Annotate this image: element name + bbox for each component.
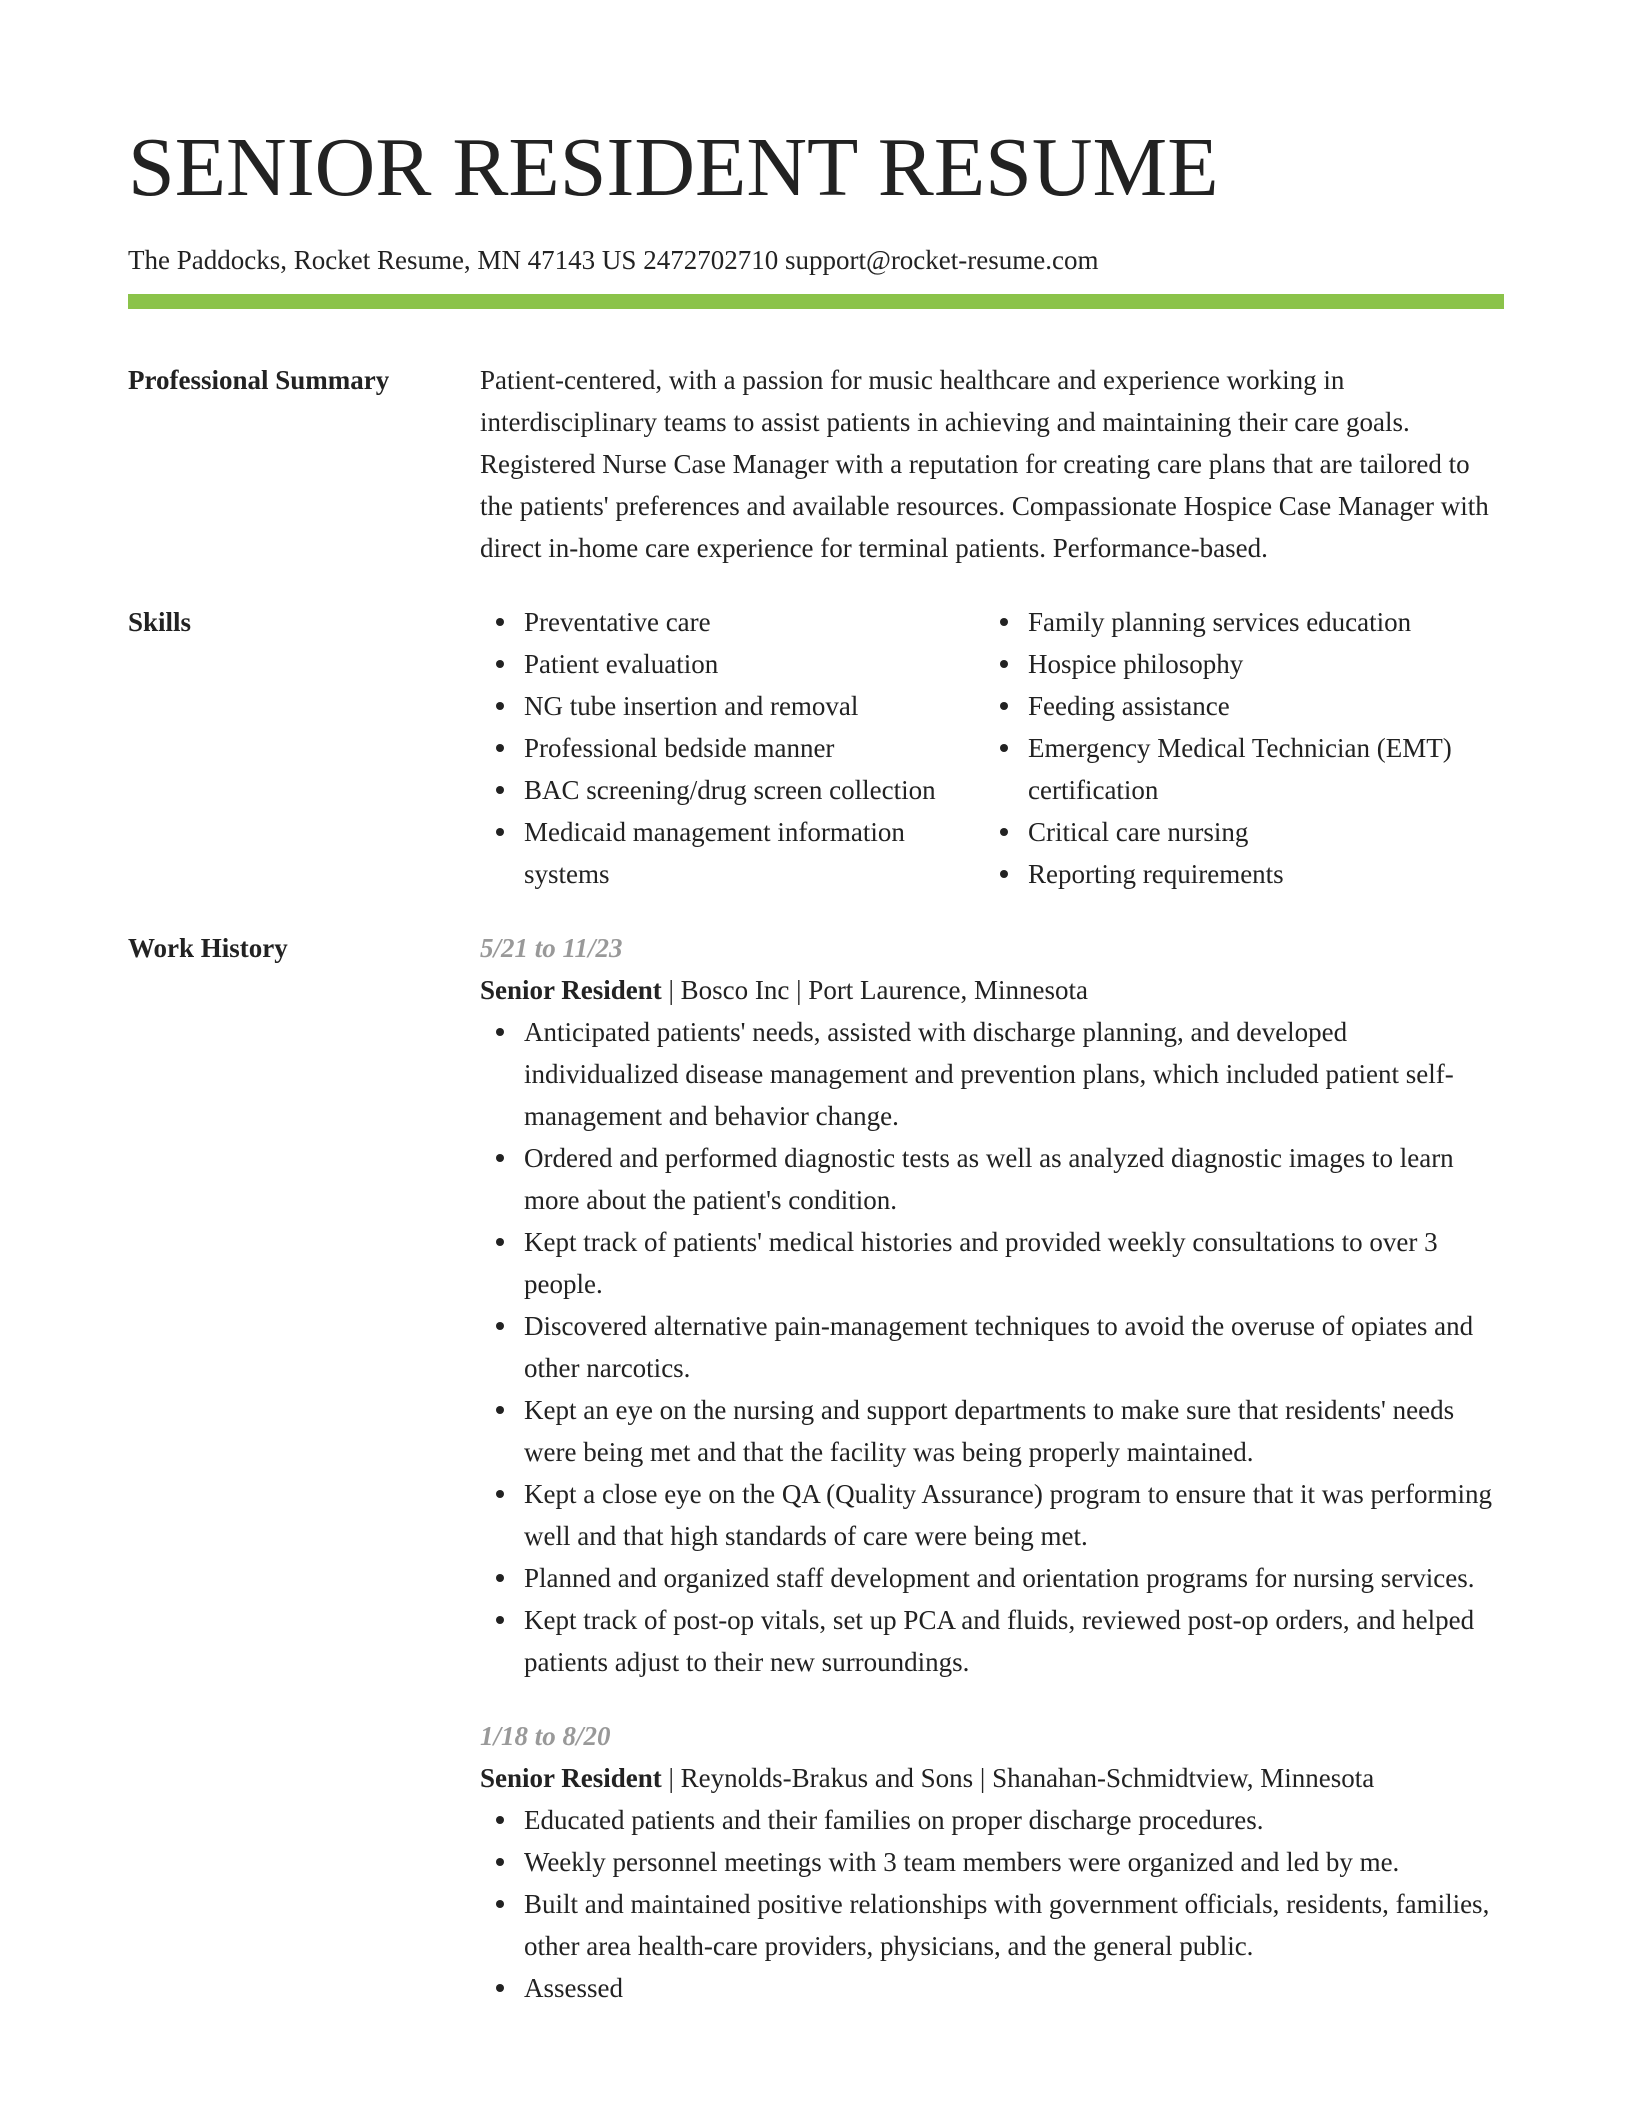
skill-item: Family planning services education bbox=[1028, 601, 1504, 643]
job-role: Senior Resident bbox=[480, 1763, 662, 1793]
job-details: | Reynolds-Brakus and Sons | Shanahan-Schmidtview, Minnesota bbox=[661, 1763, 1375, 1793]
job-bullet: Planned and organized staff development and orientation programs for nursing services. bbox=[524, 1557, 1504, 1599]
professional-summary-section bbox=[128, 359, 1504, 569]
job-bullet-list bbox=[480, 1011, 1504, 1683]
section-label-work: Work History bbox=[128, 933, 288, 963]
skill-item: Medicaid management information systems bbox=[524, 811, 984, 895]
skill-item: Emergency Medical Technician (EMT) certification bbox=[1028, 727, 1504, 811]
job-dates: 5/21 to 11/23 bbox=[480, 933, 623, 963]
job-bullet: Kept track of post-op vitals, set up PCA and fluids, reviewed post-op orders, and helped patients adjust to their new surroundings. bbox=[524, 1599, 1504, 1683]
job-bullet: Educated patients and their families on proper discharge procedures. bbox=[524, 1799, 1504, 1841]
job-bullet: Assessed bbox=[524, 1967, 1504, 2009]
skill-item: Feeding assistance bbox=[1028, 685, 1504, 727]
work-history-body bbox=[480, 927, 1504, 2009]
job-title-line bbox=[480, 1757, 1504, 1799]
skills-list-left bbox=[480, 601, 984, 895]
job-bullet: Weekly personnel meetings with 3 team members were organized and led by me. bbox=[524, 1841, 1504, 1883]
skill-item: Preventative care bbox=[524, 601, 984, 643]
job-dates: 1/18 to 8/20 bbox=[480, 1721, 611, 1751]
skill-item: Professional bedside manner bbox=[524, 727, 984, 769]
skills-columns bbox=[480, 601, 1504, 895]
job-entry bbox=[480, 1715, 1504, 2009]
job-bullet: Anticipated patients' needs, assisted with discharge planning, and developed individualized disease management and prevention plans, which included patient self-management and behavior change. bbox=[524, 1011, 1504, 1137]
job-bullet: Kept an eye on the nursing and support departments to make sure that residents' needs were being met and that the facility was being properly maintained. bbox=[524, 1389, 1504, 1473]
accent-divider bbox=[128, 294, 1504, 309]
skills-section bbox=[128, 601, 1504, 895]
section-label-summary: Professional Summary bbox=[128, 365, 390, 395]
skill-item: Reporting requirements bbox=[1028, 853, 1504, 895]
work-history-section bbox=[128, 927, 1504, 2009]
resume-page bbox=[128, 0, 1504, 2009]
skills-list-right bbox=[984, 601, 1504, 895]
job-title-line bbox=[480, 969, 1504, 1011]
job-bullet: Kept a close eye on the QA (Quality Assurance) program to ensure that it was performing well and that high standards of care were being met. bbox=[524, 1473, 1504, 1557]
job-bullet: Kept track of patients' medical histories and provided weekly consultations to over 3 people. bbox=[524, 1221, 1504, 1305]
skill-item: Critical care nursing bbox=[1028, 811, 1504, 853]
resume-title: SENIOR RESIDENT RESUME bbox=[128, 121, 1219, 214]
skill-item: Hospice philosophy bbox=[1028, 643, 1504, 685]
contact-line: The Paddocks, Rocket Resume, MN 47143 US 2472702710 support@rocket-resume.com bbox=[128, 245, 1099, 275]
job-bullet: Discovered alternative pain-management techniques to avoid the overuse of opiates and other narcotics. bbox=[524, 1305, 1504, 1389]
skill-item: NG tube insertion and removal bbox=[524, 685, 984, 727]
skill-item: Patient evaluation bbox=[524, 643, 984, 685]
job-bullet-list bbox=[480, 1799, 1504, 2009]
skills-column-left bbox=[480, 601, 984, 895]
job-role: Senior Resident bbox=[480, 975, 662, 1005]
skills-column-right bbox=[984, 601, 1504, 895]
summary-text: Patient-centered, with a passion for music healthcare and experience working in interdisciplinary teams to assist patients in achieving and maintaining their care goals. Registered Nurse Case Manager with a reputation for creating care plans that are tailored to the patients' preferences and available resources. Compassionate Hospice Case Manager with direct in-home care experience for terminal patients. Performance-based. bbox=[480, 365, 1489, 563]
section-label-skills: Skills bbox=[128, 607, 192, 637]
job-bullet: Ordered and performed diagnostic tests as well as analyzed diagnostic images to learn more about the patient's condition. bbox=[524, 1137, 1504, 1221]
job-details: | Bosco Inc | Port Laurence, Minnesota bbox=[661, 975, 1088, 1005]
job-entry bbox=[480, 927, 1504, 1683]
job-bullet: Built and maintained positive relationships with government officials, residents, families, other area health-care providers, physicians, and the general public. bbox=[524, 1883, 1504, 1967]
skill-item: BAC screening/drug screen collection bbox=[524, 769, 984, 811]
